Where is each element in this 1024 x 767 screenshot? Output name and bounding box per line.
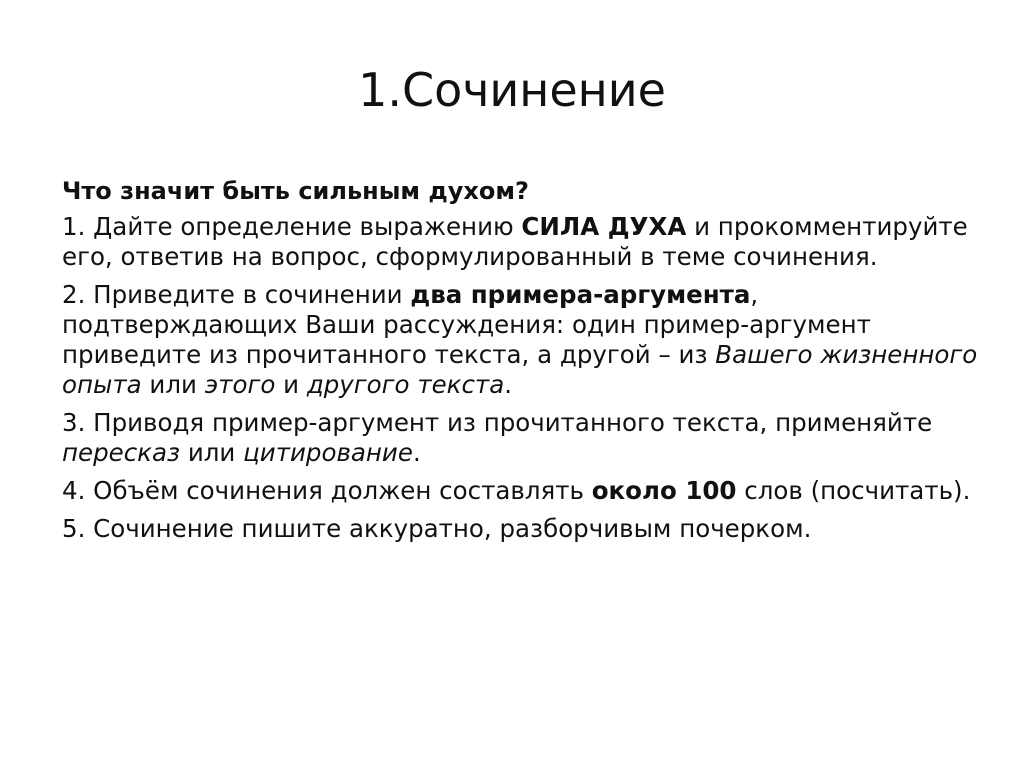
instruction-text: 5. Сочинение пишите аккуратно, разборчивым почерком. bbox=[62, 514, 812, 543]
essay-question: Что значит быть сильным духом? bbox=[62, 177, 529, 205]
instruction-bold-text: около 100 bbox=[591, 476, 737, 505]
instruction-italic-text: Вашего жизненного опыта bbox=[62, 340, 978, 399]
instruction-italic-text: этого bbox=[204, 370, 276, 399]
instruction-text: и bbox=[275, 370, 307, 399]
instruction-text: или bbox=[141, 370, 205, 399]
instruction-item-5 bbox=[62, 514, 992, 544]
instruction-text: . bbox=[504, 370, 513, 399]
instruction-bold-text: СИЛА ДУХА bbox=[521, 212, 687, 241]
instruction-italic-text: другого текста bbox=[306, 370, 505, 399]
instruction-item-3 bbox=[62, 408, 992, 468]
slide-body bbox=[62, 175, 992, 552]
instruction-text: слов (посчитать). bbox=[736, 476, 971, 505]
instruction-text: , подтверждающих Ваши рассуждения: один пример-аргумент приведите из прочитанного текста, а другой – из bbox=[62, 280, 871, 369]
instruction-text: 2. Приведите в сочинении bbox=[62, 280, 411, 309]
instruction-italic-text: пересказ bbox=[62, 438, 181, 467]
instruction-bold-text: два примера-аргумента bbox=[410, 280, 751, 309]
instruction-text: и прокомментируйте его, ответив на вопрос, сформулированный в теме сочинения. bbox=[62, 212, 968, 271]
slide-title: 1.Сочинение bbox=[358, 63, 666, 117]
instruction-item-1 bbox=[62, 212, 992, 272]
instruction-item-4 bbox=[62, 476, 992, 506]
instruction-text: . bbox=[412, 438, 421, 467]
instruction-text: 1. Дайте определение выражению bbox=[62, 212, 522, 241]
instruction-text: или bbox=[180, 438, 244, 467]
instruction-text: 3. Приводя пример-аргумент из прочитанного текста, применяйте bbox=[62, 408, 933, 437]
instruction-italic-text: цитирование bbox=[243, 438, 413, 467]
instruction-text: 4. Объём сочинения должен составлять bbox=[62, 476, 592, 505]
instruction-item-2 bbox=[62, 280, 992, 400]
